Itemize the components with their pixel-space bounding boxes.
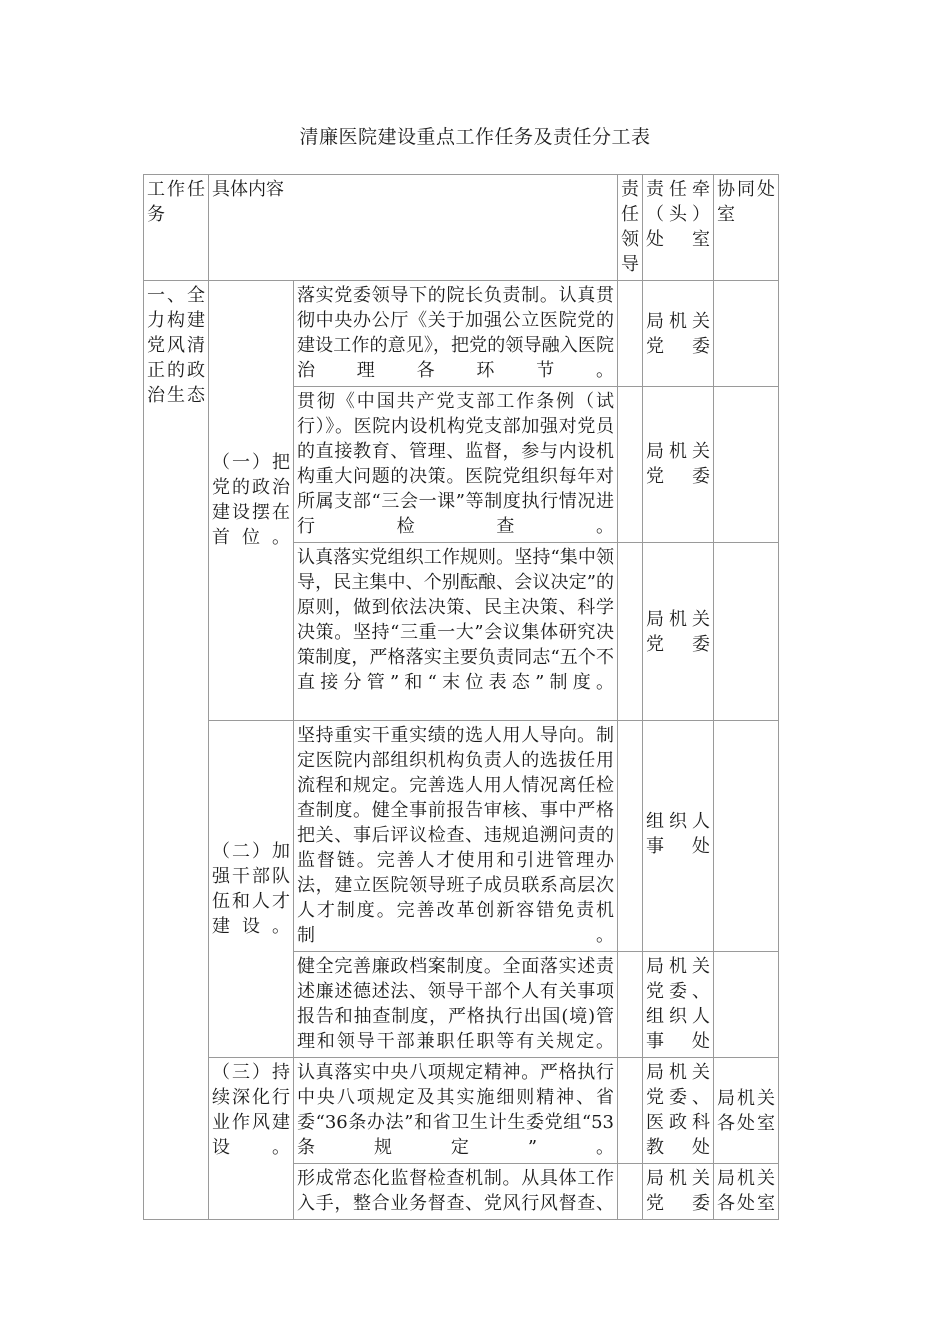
group-label: （二）加强干部队伍和人才建设。 bbox=[209, 721, 294, 1058]
coop-dept-cell: 局机关各处室 bbox=[714, 1164, 779, 1220]
leader-cell bbox=[618, 952, 643, 1058]
lead-dept-cell: 局机关党委、组织人事处 bbox=[643, 952, 714, 1058]
section-label: 一、全力构建党风清正的政治生态 bbox=[144, 281, 209, 1220]
header-leader: 责任领导 bbox=[618, 175, 643, 281]
content-cell: 坚持重实干重实绩的选人用人导向。制定医院内部组织机构负责人的选拔任用流程和规定。完善选人用人情况离任检查制度。健全事前报告审核、事中严格把关、事后评议检查、违规追溯问责的监督链。完善人才使用和引进管理办法，建立医院领导班子成员联系高层次人才制度。完善改革创新容错免责机制。 bbox=[294, 721, 618, 952]
table-row bbox=[144, 1058, 779, 1164]
leader-cell bbox=[618, 721, 643, 952]
content-cell: 认真落实中央八项规定精神。严格执行中央八项规定及其实施细则精神、省委“36条办法”和省卫生计生委党组“53条规定”。 bbox=[294, 1058, 618, 1164]
lead-dept-cell: 局机关党委 bbox=[643, 281, 714, 387]
leader-cell bbox=[618, 1164, 643, 1220]
lead-dept-cell: 局机关党委、医政科教处 bbox=[643, 1058, 714, 1164]
header-lead-dept: 责任牵（头）处室 bbox=[643, 175, 714, 281]
coop-dept-cell bbox=[714, 543, 779, 721]
coop-dept-cell bbox=[714, 952, 779, 1058]
coop-dept-cell bbox=[714, 281, 779, 387]
header-content: 具体内容 bbox=[209, 175, 618, 281]
group-label: （三）持续深化行业作风建设。 bbox=[209, 1058, 294, 1220]
leader-cell bbox=[618, 387, 643, 543]
lead-dept-cell: 局机关党委 bbox=[643, 543, 714, 721]
lead-dept-cell: 组织人事处 bbox=[643, 721, 714, 952]
responsibility-table bbox=[143, 174, 779, 1220]
leader-cell bbox=[618, 1058, 643, 1164]
leader-cell bbox=[618, 281, 643, 387]
content-text: 形成常态化监督检查机制。从具体工作入手，整合业务督查、党风行风督查、 bbox=[297, 1168, 614, 1214]
page-title: 清廉医院建设重点工作任务及责任分工表 bbox=[299, 126, 651, 148]
group-label: （一）把党的政治建设摆在首位。 bbox=[209, 281, 294, 721]
lead-dept-cell: 局机关党委 bbox=[643, 387, 714, 543]
header-task: 工作任务 bbox=[144, 175, 209, 281]
coop-dept-cell bbox=[714, 721, 779, 952]
header-coop-dept: 协同处室 bbox=[714, 175, 779, 281]
content-cell: 落实党委领导下的院长负责制。认真贯彻中央办公厅《关于加强公立医院党的建设工作的意见》，把党的领导融入医院治理各环节。 bbox=[294, 281, 618, 387]
content-cell: 认真落实党组织工作规则。坚持“集中领导，民主集中、个别酝酿、会议决定”的原则，做到依法决策、民主决策、科学决策。坚持“三重一大”会议集体研究决策制度，严格落实主要负责同志“五个不直接分管”和“末位表态”制度。 bbox=[294, 543, 618, 721]
leader-cell bbox=[618, 543, 643, 721]
coop-dept-cell: 局机关各处室 bbox=[714, 1058, 779, 1164]
content-cell bbox=[294, 1164, 618, 1220]
coop-dept-cell bbox=[714, 387, 779, 543]
table-row bbox=[144, 281, 779, 387]
header-row bbox=[144, 175, 779, 281]
content-cell: 健全完善廉政档案制度。全面落实述责述廉述德述法、领导干部个人有关事项报告和抽查制度，严格执行出国(境)管理和领导干部兼职任职等有关规定。 bbox=[294, 952, 618, 1058]
lead-dept-cell: 局机关党委 bbox=[643, 1164, 714, 1220]
table-row bbox=[144, 721, 779, 952]
content-cell: 贯彻《中国共产党支部工作条例（试行）》。医院内设机构党支部加强对党员的直接教育、管理、监督，参与内设机构重大问题的决策。医院党组织每年对所属支部“三会一课”等制度执行情况进行检查。 bbox=[294, 387, 618, 543]
